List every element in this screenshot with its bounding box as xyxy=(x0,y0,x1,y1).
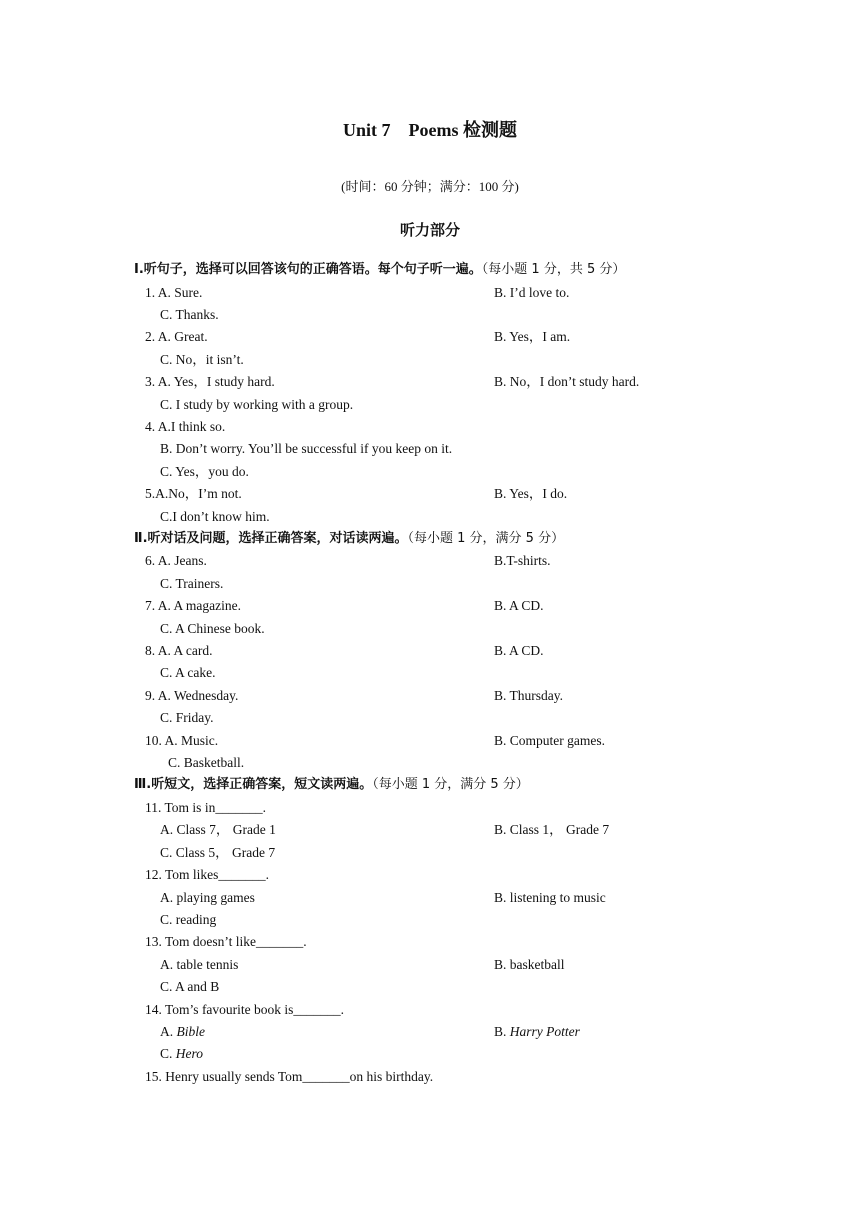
question-row xyxy=(0,416,860,438)
option-c: C. A cake. xyxy=(160,665,216,681)
option-c: C. A and B xyxy=(160,979,220,995)
option-b: B. A CD. xyxy=(494,598,544,614)
option-b: B.T-shirts. xyxy=(494,553,551,569)
question-stem: 15. Henry usually sends Tom_______on his birthday. xyxy=(145,1068,434,1084)
section-note: （每小题 1 分，共 5 分） xyxy=(481,262,626,277)
question-stem-row xyxy=(0,864,860,886)
option-b: B. A CD. xyxy=(494,643,544,659)
question-stem: 12. Tom likes_______. xyxy=(145,867,270,883)
question-row xyxy=(0,483,860,505)
option-b: B. I’d love to. xyxy=(494,284,570,300)
question-row xyxy=(0,685,860,707)
book-title: Harry Potter xyxy=(509,1023,580,1039)
question-row xyxy=(0,819,860,841)
option-a: 2. A. Great. xyxy=(145,329,208,345)
option-b: B. Computer games. xyxy=(494,732,605,748)
section-heading xyxy=(0,528,860,551)
section-subtitle: 听力部分 xyxy=(399,221,460,239)
question-row xyxy=(0,394,860,416)
section-heading xyxy=(0,774,860,797)
question-row xyxy=(0,282,860,304)
question-row xyxy=(0,976,860,998)
question-row xyxy=(0,349,860,371)
option-a: 10. A. Music. xyxy=(145,732,219,748)
option-a: 6. A. Jeans. xyxy=(145,553,207,569)
question-stem: 11. Tom is in_______. xyxy=(145,799,266,815)
question-row xyxy=(0,1021,860,1043)
option-b: B. Class 1， Grade 7 xyxy=(494,822,610,838)
question-stem-row xyxy=(0,999,860,1021)
option-a: 7. A. A magazine. xyxy=(145,598,241,614)
book-title: Bible xyxy=(176,1023,205,1039)
option-c: C. I study by working with a group. xyxy=(160,396,354,412)
question-row xyxy=(0,326,860,348)
option-c: C. Friday. xyxy=(160,710,214,726)
option-c: C. Class 5， Grade 7 xyxy=(160,844,276,860)
question-row xyxy=(0,662,860,684)
question-row xyxy=(0,573,860,595)
question-stem: 14. Tom’s favourite book is_______. xyxy=(145,1001,345,1017)
question-stem-row xyxy=(0,1066,860,1088)
option-b: B. listening to music xyxy=(494,889,606,905)
question-row xyxy=(0,909,860,931)
option-b: B. No，I don’t study hard. xyxy=(494,374,640,390)
option-b: B. Thursday. xyxy=(494,687,563,703)
question-row xyxy=(0,1043,860,1065)
question-row xyxy=(0,550,860,572)
option-c: C. A Chinese book. xyxy=(160,620,265,636)
option-a: 3. A. Yes，I study hard. xyxy=(145,374,275,390)
question-row xyxy=(0,842,860,864)
question-row xyxy=(0,371,860,393)
option-b: B. Yes，I am. xyxy=(494,329,571,345)
section-title: Ⅰ.听句子，选择可以回答该句的正确答语。每个句子听一遍。 xyxy=(134,262,482,277)
option-a: A. Class 7， Grade 1 xyxy=(160,822,276,838)
exam-content xyxy=(0,259,860,1088)
option-a: 1. A. Sure. xyxy=(145,284,203,300)
option-c: C.I don’t know him. xyxy=(160,508,270,524)
option-c xyxy=(160,1043,203,1065)
option-c: C. Basketball. xyxy=(168,755,245,770)
question-row xyxy=(0,595,860,617)
option-a: A. playing games xyxy=(160,889,255,905)
book-title: Hero xyxy=(175,1046,204,1062)
option-a: 9. A. Wednesday. xyxy=(145,687,239,703)
question-row xyxy=(0,618,860,640)
question-row xyxy=(0,707,860,729)
section-note: （每小题 1 分，满分 5 分） xyxy=(372,777,529,793)
question-stem: 13. Tom doesn’t like_______. xyxy=(145,934,307,950)
option-b: B. Yes，I do. xyxy=(494,486,568,502)
section-note: （每小题 1 分，满分 5 分） xyxy=(407,530,565,546)
option-c: C. Thanks. xyxy=(160,306,219,322)
question-row xyxy=(0,752,860,774)
question-row xyxy=(0,730,860,752)
section-heading xyxy=(0,259,860,282)
option-letter: A. xyxy=(160,1023,177,1039)
question-row xyxy=(0,887,860,909)
page-title: Unit 7 Poems 检测题 xyxy=(343,120,517,140)
question-row xyxy=(0,304,860,326)
option-letter: B. xyxy=(494,1023,510,1039)
option-a xyxy=(160,1021,205,1043)
option-c: C. reading xyxy=(160,911,217,927)
option-c: C. Yes，you do. xyxy=(160,463,249,479)
question-row xyxy=(0,506,860,528)
option-c: C. Trainers. xyxy=(160,575,224,591)
option-a: 4. A.I think so. xyxy=(145,418,226,434)
question-row xyxy=(0,461,860,483)
option-a: 8. A. A card. xyxy=(145,643,213,659)
exam-meta: (时间：60 分钟；满分：100 分) xyxy=(341,179,519,194)
option-b: B. basketball xyxy=(494,956,565,972)
question-stem-row xyxy=(0,797,860,819)
question-row xyxy=(0,438,860,460)
section-title: Ⅱ.听对话及问题，选择正确答案，对话读两遍。 xyxy=(134,530,408,546)
option-a: A. table tennis xyxy=(160,956,239,972)
option-c: C. No，it isn’t. xyxy=(160,351,244,367)
question-row xyxy=(0,954,860,976)
option-a: 5.A.No，I’m not. xyxy=(145,486,242,502)
question-stem-row xyxy=(0,931,860,953)
option-b: B. Don’t worry. You’ll be successful if you keep on it. xyxy=(160,441,453,457)
question-row xyxy=(0,640,860,662)
section-title: Ⅲ.听短文，选择正确答案，短文读两遍。 xyxy=(134,777,373,793)
option-letter: C. xyxy=(160,1046,176,1062)
option-b xyxy=(494,1021,580,1043)
